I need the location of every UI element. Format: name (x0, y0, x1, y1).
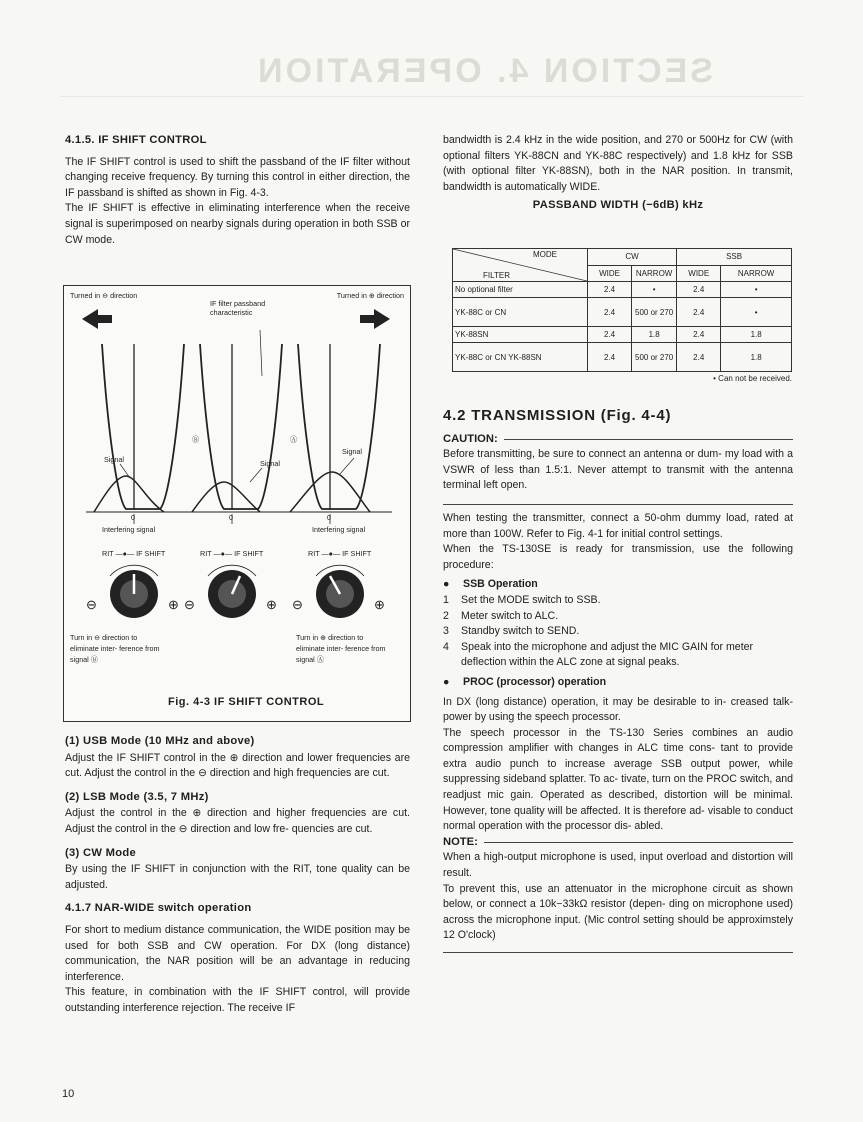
plus-icon: ⊕ (168, 597, 179, 612)
marker-a: Ⓐ (290, 435, 298, 444)
divider (443, 952, 793, 953)
cell: 2.4 (677, 298, 721, 327)
paragraph: When a high-output microphone is used, input overload and distortion will result. (443, 851, 793, 880)
divider (484, 842, 793, 843)
section-4-1-5 (65, 133, 410, 248)
cell: 1.8 (632, 327, 677, 343)
paragraph: The IF SHIFT control is used to shift the passband of the IF filter without changing receive frequency. By turning this control in either direction, the IF passband is shifted as shown in Fig. 4-3. (65, 155, 410, 199)
divider (443, 504, 793, 505)
ssb-operation-heading (443, 577, 793, 593)
minus-icon: ⊖ (86, 597, 97, 612)
knob-icon (110, 565, 158, 618)
interfering-label: Interfering signal (312, 525, 366, 534)
zero-label: 0 (327, 513, 331, 522)
cell: 500 or 270 (632, 298, 677, 327)
caution-label: CAUTION: (443, 432, 498, 445)
paragraph: When the TS-130SE is ready for transmission, use the following procedure: (443, 543, 793, 571)
list-item: 3 Standby switch to SEND. (443, 625, 580, 638)
figure-caption: Fig. 4-3 IF SHIFT CONTROL (168, 696, 325, 708)
narrow-header: NARROW (721, 265, 792, 282)
cell: 2.4 (677, 282, 721, 298)
paragraph: The IF SHIFT is effective in eliminating interference when the receive signal is superimposed on nearby signals during operation in both SSB or CW mode. (65, 202, 410, 246)
cell: 2.4 (677, 327, 721, 343)
cw-title: (3) CW Mode (65, 846, 137, 859)
cell: 2.4 (588, 327, 632, 343)
knob-icon (316, 565, 364, 618)
cell: 1.8 (721, 327, 792, 343)
passband-label: IF filter passband characteristic (210, 299, 266, 317)
cell: 2.4 (588, 343, 632, 372)
figure-4-3 (63, 285, 411, 722)
cell: • (721, 282, 792, 298)
table-row (453, 327, 792, 343)
interfering-label: Interfering signal (102, 525, 156, 534)
paragraph: The speech processor in the TS-130 Series combines an audio compression amplifier with changes in ALC time cons- tant to provide extra audio punch to increase average SSB output power, while suppressing sideband splatter. To ac- tivate, turn on the PROC switch, and readjust mic gain. Operated as described, distortion will be minimal. However, tone quality will be affected. It is therefore ad- visable to conduct normal operation with the processor dis- abled. (443, 726, 793, 833)
knob-label: RIT —●— IF SHIFT (200, 549, 264, 558)
proc-title: PROC (processor) operation (463, 675, 607, 688)
divider (504, 439, 793, 440)
table-row (453, 282, 792, 298)
turn-plus-note: Turn in ⊕ direction to eliminate inter- ference from signal Ⓐ (296, 633, 386, 664)
knob-icon (208, 565, 256, 618)
paragraph: For short to medium distance communication, the WIDE position may be used for both SSB and CW operation. For DX (long distance) communication, the NAR position will be an advantage in reducing interference. (65, 923, 410, 983)
zero-label: 0 (131, 513, 135, 522)
left-arrow-icon (82, 309, 112, 329)
mode-filter-header (453, 249, 588, 282)
wide-header: WIDE (677, 265, 721, 282)
signal-label: Signal (342, 447, 362, 456)
lsb-text: Adjust the control in the ⊕ direction and higher frequencies are cut. Adjust the control in the ⊖ direction and low fre- quencies are cut. (65, 807, 410, 835)
turned-minus-label: Turned in ⊖ direction (70, 291, 138, 300)
bandwidth-intro (443, 133, 793, 214)
mode-header: MODE (533, 250, 557, 259)
list-item: 4 Speak into the microphone and adjust the MIC GAIN for meter deflection within the ALC zone at signal peaks. (443, 640, 754, 669)
section-title: 4.1.7 NAR-WIDE switch operation (65, 902, 252, 915)
signal-label: Signal (260, 459, 280, 468)
cell: 500 or 270 (632, 343, 677, 372)
cell: • (721, 298, 792, 327)
paragraph: When testing the transmitter, connect a 50-ohm dummy load, rated at more than 100W. Refer to Fig. 4-1 for initial control settings. (443, 511, 793, 540)
turn-minus-note: Turn in ⊖ direction to eliminate inter- ference from signal Ⓑ (70, 633, 160, 664)
list-item: 1 Set the MODE switch to SSB. (443, 593, 601, 606)
usb-title: (1) USB Mode (10 MHz and above) (65, 735, 255, 747)
bullet-icon: ● (443, 578, 450, 591)
cw-header: CW (588, 249, 677, 266)
section-title: 4.1.5. IF SHIFT CONTROL (65, 134, 207, 146)
signal-label: Signal (104, 455, 124, 464)
list-item: 2 Meter switch to ALC. (443, 609, 559, 622)
table-row (453, 343, 792, 372)
cell: • (632, 282, 677, 298)
table-title: PASSBAND WIDTH (−6dB) kHz (532, 199, 704, 212)
cell: 1.8 (721, 343, 792, 372)
right-arrow-icon (360, 309, 390, 329)
section-title: 4.2 TRANSMISSION (Fig. 4-4) (443, 407, 672, 424)
paragraph: To prevent this, use an attenuator in the microphone circuit as shown below, or connect a 10k−33kΩ resistor (depen- ding on microphone used) across the microphone input. (Mic control setting should be approximstely 12 O'clock) (443, 882, 793, 942)
plus-icon: ⊕ (266, 597, 277, 612)
passband-table (452, 248, 792, 383)
proc-heading (443, 675, 793, 691)
ssb-header: SSB (677, 249, 792, 266)
knob-label: RIT —●— IF SHIFT (308, 549, 372, 558)
cell: 2.4 (677, 343, 721, 372)
wide-header: WIDE (588, 265, 632, 282)
filter-header: FILTER (483, 271, 510, 280)
bleed-through-rule (60, 96, 803, 97)
bleed-through-title: SECTION 4. OPERATION (255, 52, 713, 90)
plus-icon: ⊕ (374, 597, 385, 612)
caution-text: Before transmitting, be sure to connect an antenna or dum- my load with a VSWR of less than 1.5:1. Never attempt to transmit with the antenna terminal left open. (443, 448, 793, 492)
page-number: 10 (62, 1088, 75, 1100)
usb-text: Adjust the IF SHIFT control in the ⊕ direction and lower frequencies are cut. Adjust the control in the ⊖ direction and high frequencies are cut. (65, 751, 410, 780)
cell: YK-88C or CN (453, 298, 588, 327)
table-row (453, 298, 792, 327)
lsb-title: (2) LSB Mode (3.5, 7 MHz) (65, 790, 209, 803)
narrow-header: NARROW (632, 265, 677, 282)
zero-label: 0 (229, 513, 233, 522)
knob-label: RIT —●— IF SHIFT (102, 549, 166, 558)
minus-icon: ⊖ (292, 597, 303, 612)
cell: No optional filter (453, 282, 588, 298)
paragraph: bandwidth is 2.4 kHz in the wide position, and 270 or 500Hz for CW (with optional filters YK-88CN and YK-88C respectively) and 1.8 kHz for SSB (with optional filter YK-88SN), both in the NAR position. In transmit, bandwidth is automatically WIDE. (443, 134, 793, 193)
ssb-title: SSB Operation (463, 578, 538, 591)
bullet-icon: ● (443, 675, 450, 688)
turned-plus-label: Turned in ⊕ direction (336, 291, 404, 300)
cell: 2.4 (588, 298, 632, 327)
cell: 2.4 (588, 282, 632, 298)
table-footnote: • Can not be received. (713, 374, 792, 383)
cw-text: By using the IF SHIFT in conjunction with the RIT, tone quality can be adjusted. (65, 863, 410, 891)
note-label: NOTE: (443, 835, 478, 848)
marker-b: Ⓑ (192, 435, 200, 444)
section-4-2 (443, 408, 793, 953)
paragraph: This feature, in combination with the IF SHIFT control, will provide outstanding interference rejection. The receive IF (65, 986, 410, 1014)
minus-icon: ⊖ (184, 597, 195, 612)
cell: YK-88SN (453, 327, 588, 343)
cell: YK-88C or CN YK-88SN (453, 343, 588, 372)
paragraph: In DX (long distance) operation, it may be desirable to in- creased talk-power by using the speech processor. (443, 695, 793, 724)
mode-sections (65, 734, 410, 1017)
ssb-steps (443, 593, 793, 671)
